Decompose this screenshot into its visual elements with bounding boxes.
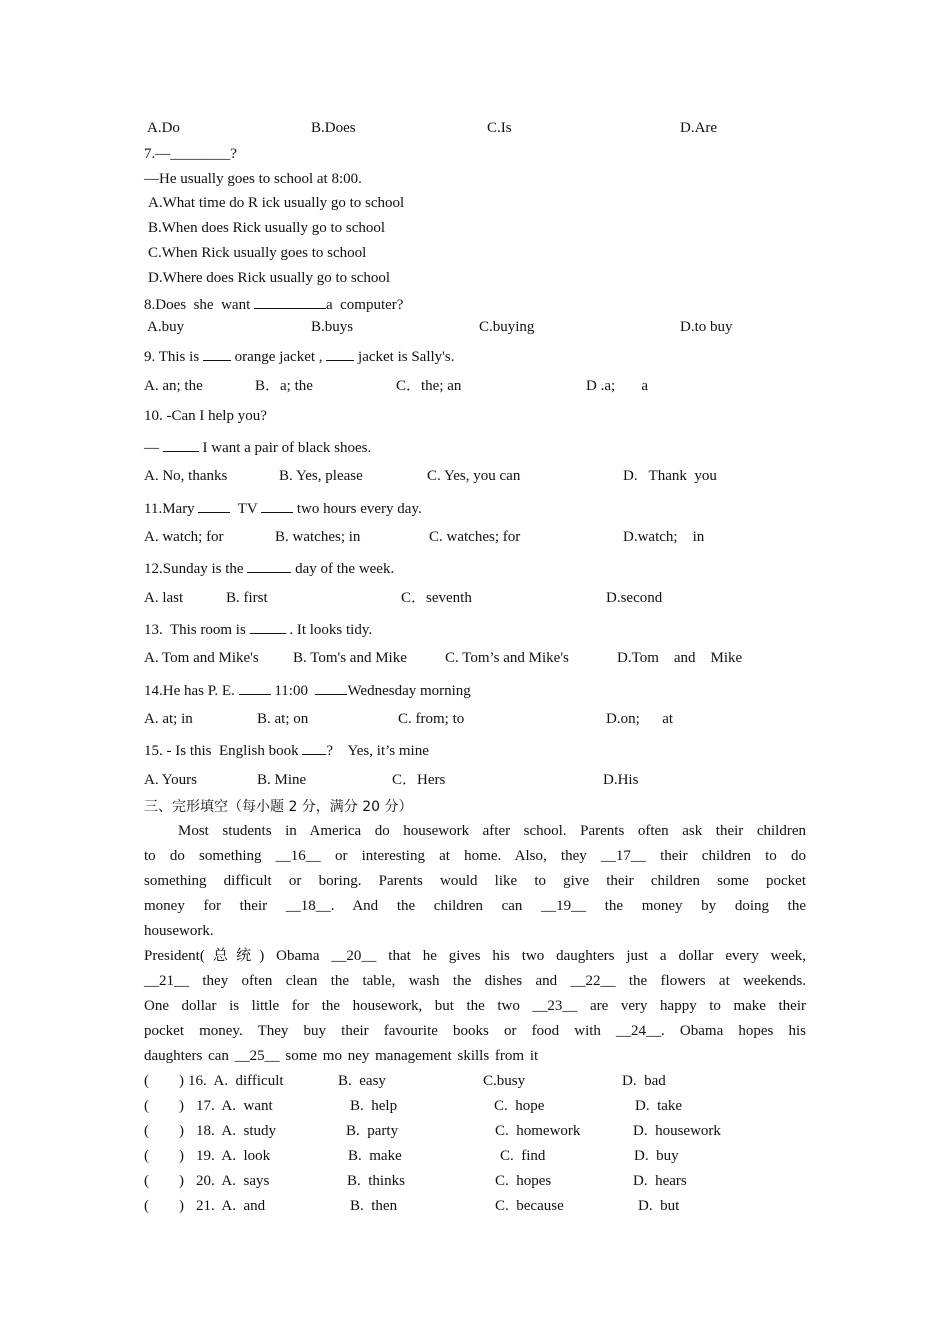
q7-stem: 7.—________? [144, 146, 237, 162]
q13-stem-a: 13. This room is [144, 622, 250, 638]
answer-blank [254, 296, 326, 309]
q12-option-d: D.second [606, 590, 663, 606]
paragraph-line: daughters can __25__ some mo ney management skills from it [144, 1048, 539, 1064]
q11-option-a: A. watch; for [144, 529, 224, 545]
q12-option-c: C．seventh [401, 590, 472, 606]
answer-blank [239, 682, 271, 695]
q6-option-d: D.Are [680, 120, 718, 136]
answer-blank [247, 560, 291, 573]
q12-stem-a: 12.Sunday is the [144, 561, 248, 577]
paragraph-line: something difficult or boring. Parents would like to give their children some pocket [144, 873, 806, 889]
q13-option-d: D.Tom and Mike [617, 650, 743, 666]
cloze-q18-option-b: B. party [346, 1123, 399, 1139]
answer-blank [261, 500, 293, 513]
q11-stem-c: two hours every day. [293, 501, 422, 517]
cloze-q21-option-d: D. but [638, 1198, 680, 1214]
paragraph-line: to do something __16__ or interesting at home. Also, they __17__ their children to do [144, 848, 806, 864]
q7-option-a: A.What time do R ick usually go to school [148, 195, 405, 211]
q11-option-c: C. watches; for [429, 529, 521, 545]
cloze-paragraph-1 [144, 819, 806, 944]
q10-stem: 10. -Can I help you? [144, 408, 267, 424]
q6-option-c: C.Is [487, 120, 512, 136]
q15-stem-a: 15. - Is this English book [144, 743, 303, 759]
paragraph-line: Most students in America do housework after school. Parents often ask their children [178, 823, 806, 839]
cloze-q21-option-a: 21. A. and [196, 1198, 266, 1214]
cloze-q18-option-a: 18. A. study [196, 1123, 277, 1139]
q15-option-b: B. Mine [257, 772, 307, 788]
q7-option-c: C.When Rick usually goes to school [148, 245, 367, 261]
cloze-q19-paren: ( ) [144, 1148, 184, 1164]
cloze-q20-option-b: B. thinks [347, 1173, 405, 1189]
cloze-paragraph-2 [144, 944, 806, 1069]
cloze-q18-option-d: D. housework [633, 1123, 721, 1139]
q11-stem-b: TV [230, 501, 262, 517]
cloze-q20-paren: ( ) [144, 1173, 184, 1189]
answer-blank [302, 742, 326, 755]
cloze-q20-option-d: D. hears [633, 1173, 687, 1189]
cloze-q17-option-c: C. hope [494, 1098, 545, 1114]
q15-option-c: C．Hers [392, 772, 446, 788]
cloze-q19-option-d: D. buy [634, 1148, 679, 1164]
q14-option-c: C. from; to [398, 711, 465, 727]
q13-option-c: C. Tom’s and Mike's [445, 650, 569, 666]
cloze-q21-paren: ( ) [144, 1198, 184, 1214]
cloze-q16-option-a: 16. A. difficult [188, 1073, 284, 1089]
paragraph-line: housework. [144, 923, 214, 939]
q10-option-d: D. Thank you [623, 468, 717, 484]
q10-reply-a: — [144, 440, 163, 456]
q8-option-b: B.buys [311, 319, 354, 335]
cloze-q16-option-b: B. easy [338, 1073, 386, 1089]
q8-option-a: A.buy [147, 319, 185, 335]
q10-reply-b: I want a pair of black shoes. [198, 440, 372, 456]
q10-option-c: C. Yes, you can [427, 468, 521, 484]
answer-blank [315, 682, 347, 695]
cloze-q18-paren: ( ) [144, 1123, 184, 1139]
paragraph-line: President(总统) Obama __20__ that he gives his two daughters just a dollar every week, [144, 948, 806, 964]
cloze-q19-option-b: B. make [348, 1148, 402, 1164]
cloze-q20-option-a: 20. A. says [196, 1173, 270, 1189]
paragraph-line: __21__ they often clean the table, wash the dishes and __22__ the flowers at weekends. [144, 973, 806, 989]
q9-option-d: D .a; a [586, 378, 649, 394]
q10-reply [144, 439, 371, 456]
q9-option-c: C．the; an [396, 378, 462, 394]
q14-stem [144, 682, 471, 699]
answer-blank [203, 348, 231, 361]
cloze-q16-option-d: D. bad [622, 1073, 666, 1089]
q11-option-b: B. watches; in [275, 529, 361, 545]
answer-blank [198, 500, 230, 513]
cloze-q17-option-b: B. help [350, 1098, 398, 1114]
paragraph-line: One dollar is little for the housework, but the two __23__ are very happy to make their [144, 998, 806, 1014]
q8-option-d: D.to buy [680, 319, 733, 335]
cloze-q20-option-c: C. hopes [495, 1173, 552, 1189]
cloze-q18-option-c: C. homework [495, 1123, 581, 1139]
q14-option-d: D.on; at [606, 711, 674, 727]
q11-stem [144, 500, 422, 517]
answer-blank [250, 621, 286, 634]
cloze-q21-option-b: B. then [350, 1198, 398, 1214]
answer-blank [163, 439, 199, 452]
cloze-q19-option-a: 19. A. look [196, 1148, 271, 1164]
q6-option-a: A.Do [147, 120, 180, 136]
q14-option-a: A. at; in [144, 711, 193, 727]
cloze-q17-option-d: D. take [635, 1098, 683, 1114]
q12-stem-b: day of the week. [291, 561, 395, 577]
q15-option-d: D.His [603, 772, 639, 788]
q10-option-b: B. Yes, please [279, 468, 363, 484]
q9-option-a: A. an; the [144, 378, 203, 394]
q11-option-d: D.watch; in [623, 529, 705, 545]
q14-stem-c: Wednesday morning [347, 683, 471, 699]
q7-answer-line: —He usually goes to school at 8:00. [144, 171, 362, 187]
q15-option-a: A. Yours [144, 772, 197, 788]
q13-stem-b: . It looks tidy. [285, 622, 373, 638]
q12-option-b: B. first [226, 590, 268, 606]
answer-blank [326, 348, 354, 361]
cloze-q17-paren: ( ) [144, 1098, 184, 1114]
q8-option-c: C.buying [479, 319, 535, 335]
q11-stem-a: 11.Mary [144, 501, 199, 517]
q9-stem [144, 348, 454, 365]
q6-option-b: B.Does [311, 120, 356, 136]
q7-option-b: B.When does Rick usually go to school [148, 220, 386, 236]
cloze-q16-option-c: C.busy [483, 1073, 526, 1089]
q12-option-a: A. last [144, 590, 184, 606]
q7-option-d: D.Where does Rick usually go to school [148, 270, 391, 286]
q14-stem-a: 14.He has P. E. [144, 683, 239, 699]
cloze-q21-option-c: C. because [495, 1198, 564, 1214]
q15-stem-b: ? Yes, it’s mine [326, 743, 429, 759]
paragraph-line: pocket money. They buy their favourite books or food with __24__. Obama hopes his [144, 1023, 806, 1039]
section-heading: 三、完形填空（每小题 2 分，满分 20 分） [144, 799, 413, 815]
cloze-q16-paren: ( ) [144, 1073, 184, 1089]
cloze-q17-option-a: 17. A. want [196, 1098, 273, 1114]
q13-option-b: B. Tom's and Mike [293, 650, 407, 666]
q9-option-b: B．a; the [255, 378, 313, 394]
q15-stem [144, 742, 429, 759]
q13-option-a: A. Tom and Mike's [144, 650, 259, 666]
q9-stem-c: jacket is Sally's. [354, 349, 455, 365]
q14-option-b: B. at; on [257, 711, 309, 727]
q13-stem [144, 621, 372, 638]
q10-option-a: A. No, thanks [144, 468, 228, 484]
q14-stem-b: 11:00 [270, 683, 316, 699]
q8-stem-a: 8.Does she want [144, 297, 254, 313]
q9-stem-a: 9. This is [144, 349, 203, 365]
paragraph-line: money for their __18__. And the children can __19__ the money by doing the [144, 898, 806, 914]
q9-stem-b: orange jacket , [230, 349, 327, 365]
q8-stem-b: a computer? [325, 297, 404, 313]
q8-stem [144, 296, 403, 313]
cloze-q19-option-c: C. find [500, 1148, 546, 1164]
q12-stem [144, 560, 394, 577]
